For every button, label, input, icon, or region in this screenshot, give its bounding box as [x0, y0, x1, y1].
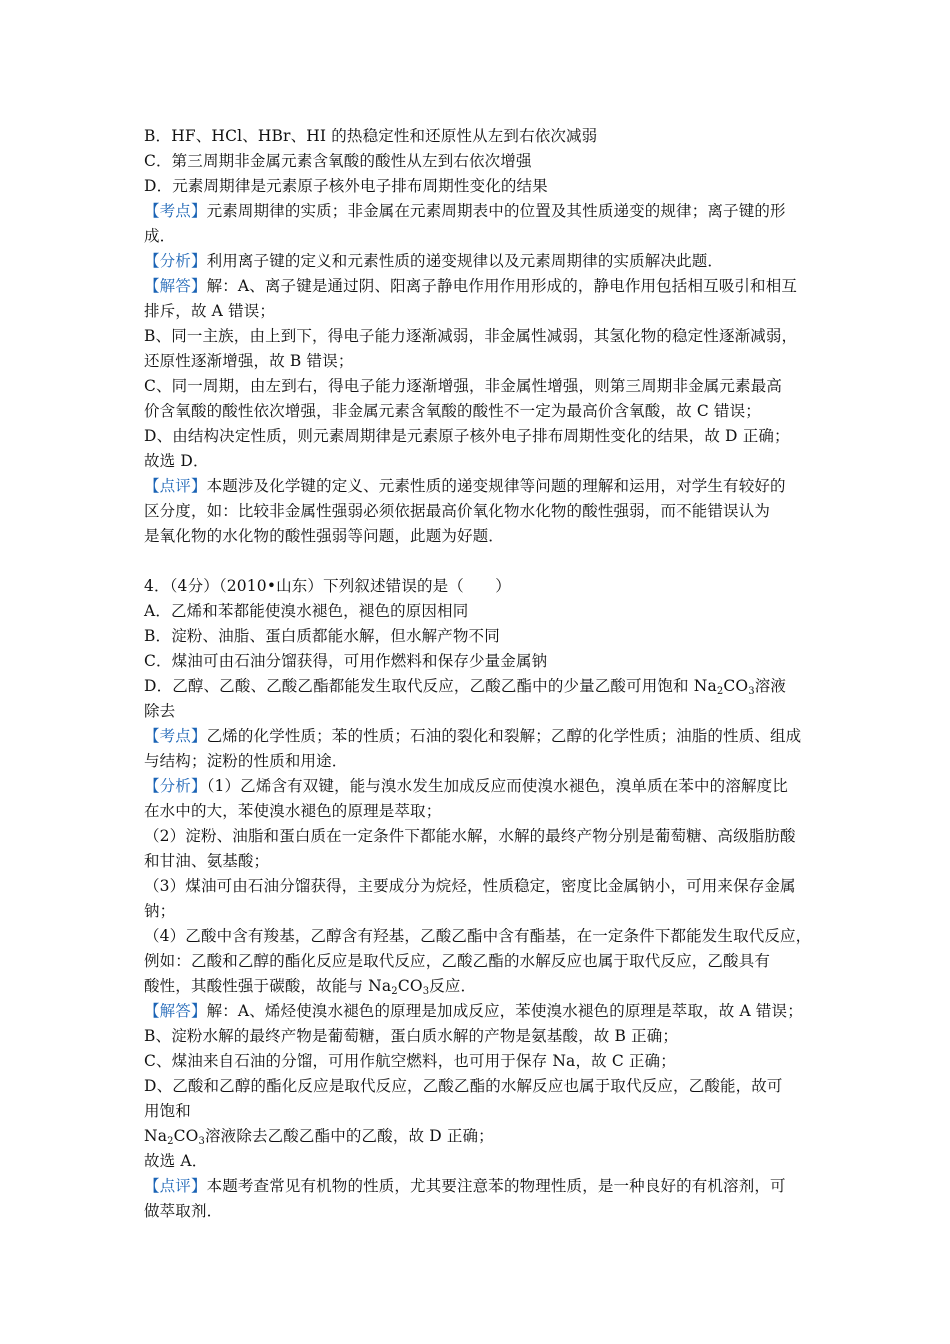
formula-part: CO [173, 1127, 199, 1145]
q3-option-d: D．元素周期律是元素原子核外电子排布周期性变化的结果 [144, 177, 548, 195]
q4-fenxi-line: （3）煤油可由石油分馏获得，主要成分为烷烃，性质稳定，密度比金属钠小，可用来保存金属 [144, 877, 796, 895]
formula-part: CO [723, 677, 749, 695]
q4-fenxi [144, 774, 816, 799]
q3-jieda-line: C、同一周期，由左到右，得电子能力逐渐增强，非金属性增强，则第三周期非金属元素最高 [144, 377, 783, 395]
q4-fenxi-line [144, 974, 816, 999]
q4-option-c: C．煤油可由石油分馏获得，可用作燃料和保存少量金属钠 [144, 652, 548, 670]
q3-jieda [144, 274, 816, 299]
q4-fenxi-line: 钠； [144, 902, 176, 920]
q3-kaodian [144, 199, 816, 224]
q3-jieda-line: 故选 D． [144, 452, 209, 470]
q4-jieda-line [144, 1124, 816, 1149]
q4-jieda-line: 用饱和 [144, 1102, 191, 1120]
q4-jieda-text: 解：A、烯烃使溴水褪色的原理是加成反应，苯使溴水褪色的原理是萃取，故 A 错误； [206, 1002, 803, 1020]
q4-fenxi-text: （1）乙烯含有双键，能与溴水发生加成反应而使溴水褪色，溴单质在苯中的溶解度比 [206, 777, 788, 795]
q4-fenxi-tail: 反应． [429, 977, 477, 995]
q3-jieda-line: 价含氧酸的酸性依次增强，非金属元素含氧酸的酸性不一定为最高价含氧酸，故 C 错误； [144, 402, 761, 420]
q4-kaodian-tag: 【考点】 [144, 727, 207, 745]
q3-fenxi-text: 利用离子键的定义和元素性质的递变规律以及元素周期律的实质解决此题． [206, 252, 724, 270]
q4-jieda-tag: 【解答】 [144, 1002, 207, 1020]
q4-option-d-tail: 溶液 [754, 677, 787, 695]
q3-dianping-line: 是氧化物的水化物的酸性强弱等问题，此题为好题． [144, 527, 504, 545]
q3-kaodian-cont: 成． [144, 227, 176, 245]
q4-jieda-line: C、煤油来自石油的分馏，可用作航空燃料，也可用于保存 Na，故 C 正确； [144, 1052, 676, 1070]
q4-kaodian-text: 乙烯的化学性质；苯的性质；石油的裂化和裂解；乙醇的化学性质；油脂的性质、组成 [206, 727, 802, 745]
q3-kaodian-tag: 【考点】 [144, 202, 207, 220]
subscript: 2 [391, 986, 398, 997]
q3-jieda-line: 还原性逐渐增强，故 B 错误； [144, 352, 354, 370]
formula-part: Na [144, 1127, 168, 1145]
q3-dianping-tag: 【点评】 [144, 477, 207, 495]
q4-jieda-line: 故选 A． [144, 1152, 208, 1170]
q3-jieda-line: 排斥，故 A 错误； [144, 302, 276, 320]
q4-option-d-cont: 除去 [144, 702, 176, 720]
subscript: 3 [422, 986, 430, 997]
q4-jieda [144, 999, 816, 1024]
q4-kaodian-cont: 与结构；淀粉的性质和用途． [144, 752, 348, 770]
q3-option-b: B．HF、HCl、HBr、HI 的热稳定性和还原性从左到右依次减弱 [144, 127, 598, 145]
q4-dianping [144, 1174, 816, 1199]
q3-option-c: C．第三周期非金属元素含氧酸的酸性从左到右依次增强 [144, 152, 532, 170]
q4-fenxi-line: （4）乙酸中含有羧基，乙醇含有羟基，乙酸乙酯中含有酯基，在一定条件下都能发生取代反应， [144, 927, 812, 945]
q4-option-a: A．乙烯和苯都能使溴水褪色，褪色的原因相同 [144, 602, 469, 620]
q4-fenxi-line: 例如：乙酸和乙醇的酯化反应是取代反应，乙酸乙酯的水解反应也属于取代反应，乙酸具有 [144, 952, 771, 970]
formula-part: CO [397, 977, 423, 995]
q4-fenxi-text: 酸性，其酸性强于碳酸，故能与 Na [144, 977, 392, 995]
q4-option-b: B．淀粉、油脂、蛋白质都能水解，但水解产物不同 [144, 627, 500, 645]
q3-dianping [144, 474, 816, 499]
subscript: 2 [716, 686, 724, 697]
q3-jieda-text: 解：A、离子键是通过阴、阳离子静电作用作用形成的，静电作用包括相互吸引和相互 [206, 277, 798, 295]
q3-fenxi [144, 249, 816, 274]
q4-jieda-line: B、淀粉水解的最终产物是葡萄糖，蛋白质水解的产物是氨基酸，故 B 正确； [144, 1027, 679, 1045]
q4-option-d-text: D．乙醇、乙酸、乙酸乙酯都能发生取代反应，乙酸乙酯中的少量乙酸可用饱和 Na [144, 677, 717, 695]
q4-fenxi-line: 和甘油、氨基酸； [144, 852, 270, 870]
q4-stem: 4．（4分）（2010•山东）下列叙述错误的是（ ） [144, 577, 511, 595]
subscript: 3 [198, 1136, 206, 1147]
q4-kaodian [144, 724, 816, 749]
q3-jieda-line: B、同一主族，由上到下，得电子能力逐渐减弱，非金属性减弱，其氢化物的稳定性逐渐减弱， [144, 327, 798, 345]
q4-fenxi-line: 在水中的大，苯使溴水褪色的原理是萃取； [144, 802, 442, 820]
q4-jieda-line: D、乙酸和乙醇的酯化反应是取代反应，乙酸乙酯的水解反应也属于取代反应，乙酸能，故可 [144, 1077, 783, 1095]
q4-dianping-line: 做萃取剂． [144, 1202, 223, 1220]
q3-jieda-line: D、由结构决定性质，则元素周期律是元素原子核外电子排布周期性变化的结果，故 D 正确； [144, 427, 790, 445]
q3-dianping-text: 本题涉及化学键的定义、元素性质的递变规律等问题的理解和运用，对学生有较好的 [206, 477, 786, 495]
q4-fenxi-tag: 【分析】 [144, 777, 207, 795]
q3-fenxi-tag: 【分析】 [144, 252, 207, 270]
q4-dianping-text: 本题考查常见有机物的性质，尤其要注意苯的物理性质，是一种良好的有机溶剂，可 [206, 1177, 786, 1195]
subscript: 2 [167, 1136, 174, 1147]
q3-dianping-line: 区分度，如：比较非金属性强弱必须依据最高价氧化物水化物的酸性强弱，而不能错误认为 [144, 502, 771, 520]
document-content [144, 124, 816, 1224]
q4-fenxi-line: （2）淀粉、油脂和蛋白质在一定条件下都能水解，水解的最终产物分别是葡萄糖、高级脂肪酸 [144, 827, 796, 845]
subscript: 3 [748, 686, 755, 697]
q4-dianping-tag: 【点评】 [144, 1177, 207, 1195]
section-gap [144, 549, 816, 574]
q3-jieda-tag: 【解答】 [144, 277, 207, 295]
q4-option-d [144, 674, 816, 699]
q4-jieda-tail: 溶液除去乙酸乙酯中的乙酸，故 D 正确； [205, 1127, 494, 1145]
q3-kaodian-text: 元素周期律的实质；非金属在元素周期表中的位置及其性质递变的规律；离子键的形 [206, 202, 786, 220]
